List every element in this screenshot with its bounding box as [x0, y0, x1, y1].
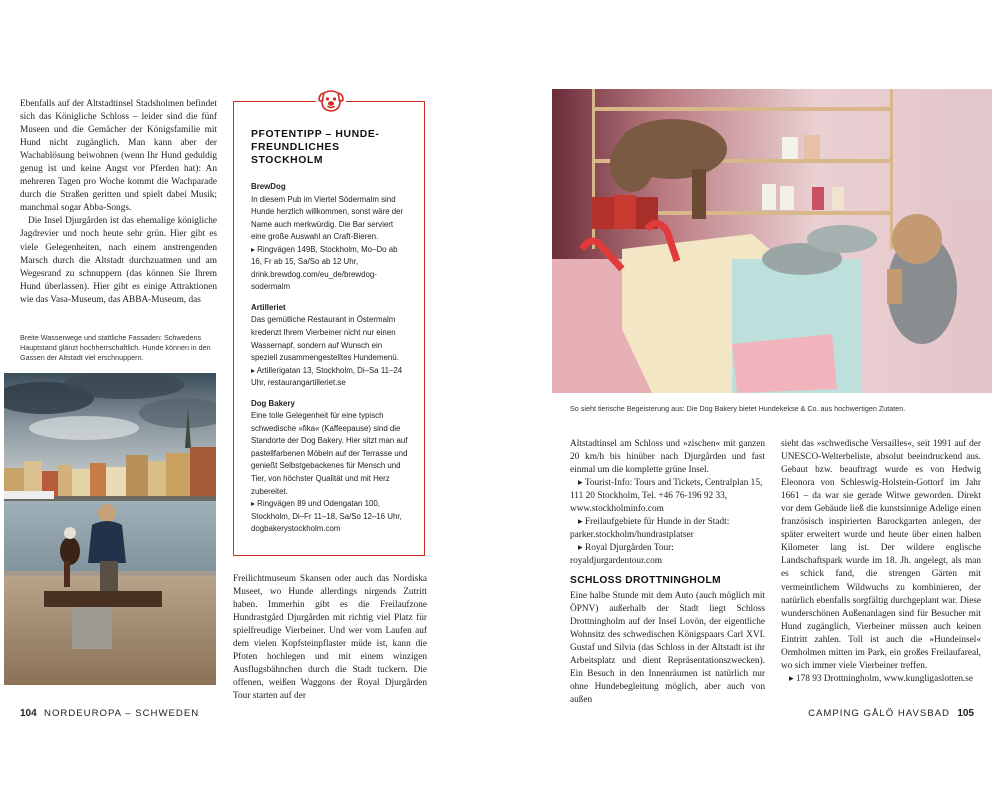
- tip-entry-dog-bakery: [251, 398, 409, 536]
- tipbox-title: PFOTENTIPP – HUNDE-FREUNDLICHES STOCKHOLM: [251, 129, 380, 166]
- right-column-2-text: [781, 438, 981, 686]
- stockholm-waterfront-photo: [4, 373, 216, 685]
- tip-entry-info: ▸ Artillerigatan 13, Stockholm, Di–Sa 11–24 Uhr, restaurangartilleriet.se: [251, 365, 403, 388]
- paragraph: sieht das »schwedische Versailles«, seit 1991 auf der UNESCO-Welterbeliste, absolut beeindruckend aus. Gebaut bzw. beauftragt wurde es von Hedwig Eleonora von Schleswig-Holstein-Gottorf im Jahr 1661 – da war sie gerade Witwe geworden. Direkt vor dem Gebäude ließ die kunstsinnige Adelige einen französisch inspirierten Barockgarten anlegen, der später erweitert wurde und heute über einen halben Kilometer lang ist. Der wildere englische Landschaftspark wurde im 18. Jh. angelegt, als man es schick fand, die strengen Gärten mit vermeintlichem Wildwuchs zu kombinieren, der natürlich ebenfalls sorgfältig durchgeplant war. Diese wunderschönen Außenanlagen sind für Besucher mit Hund zugänglich, Vierbeiner müssen auch keinen Eintritt zahlen. Toll ist auch die »Hundeinsel« Ormholmen mitten im Park, ein großes Freilaufareal, wo sich immer viele Vierbeiner treffen.: [781, 439, 981, 671]
- footer-left: [20, 708, 199, 719]
- page-number: 104: [20, 708, 37, 719]
- paragraph: Ebenfalls auf der Altstadtinsel Stadsholmen befindet sich das Königliche Schloss – leider sind die fünf Museen und die Gemächer der Königsfamilie mit Hund nicht zugänglich. Man kann aber der Wachablösung beiwohnen (wenn Ihr Hund geduldig genug ist und keine Angst vor Pferden hat): An mehreren Tagen pro Woche kommt die Wachparade durch die Straßen geritten und spielt dabei Musik; manchmal sogar Abba-Songs.: [20, 99, 217, 214]
- tip-entry-name: Dog Bakery: [251, 398, 295, 408]
- left-column-1-text: [20, 98, 217, 307]
- footer-section-label: CAMPING GÅLÖ HAVSBAD: [808, 708, 950, 719]
- info-line: ▸ Freilaufgebiete für Hunde in der Stadt: parker.stockholm/hundrastplatser: [570, 517, 730, 541]
- pfotentipp-box: [233, 101, 425, 556]
- page-number: 105: [957, 708, 974, 719]
- photo-caption-dog-bakery: So sieht tierische Begeisterung aus: Die Dog Bakery bietet Hundekekse & Co. aus hochwertigen Zutaten.: [570, 404, 906, 413]
- footer-right: [808, 708, 974, 719]
- dog-face-icon: [316, 85, 346, 115]
- left-column-2-text: [233, 573, 427, 703]
- tip-entry-name: BrewDog: [251, 182, 286, 191]
- tip-entry-description: Eine tolle Gelegenheit für eine typisch schwedische »fika« (Kaffeepause) sind die Standorte der Dog Bakery. Hier sitzt man auf pastellfarbenen Möbeln auf der Terrasse und genießt Selbstgebackenes für Mensch und Tier, von höchster Qualität und mit Herz zubereitet.: [251, 411, 408, 496]
- paragraph: Eine halbe Stunde mit dem Auto (auch möglich mit ÖPNV) außerhalb der Stadt liegt Schloss Drottningholm auf der Insel Lovön, der eigentliche Wohnsitz des schwedischen Königspaars Carl XVI. Gustaf und Silvia (das Schloss in der Altstadt ist ihr Arbeitsplatz und dient Repräsentationszwecken). Ein Besuch in den Innenräumen ist natürlich nur ohne Hundebegleitung möglich, aber auch von außen: [570, 590, 765, 705]
- section-heading: SCHLOSS DROTTNINGHOLM: [570, 575, 722, 587]
- info-line: ▸ Tourist-Info: Tours and Tickets, Centralplan 15, 111 20 Stockholm, Tel. +46 76-196 92 33, www.stockholminfo.com: [570, 478, 763, 515]
- footer-section-label: NORDEUROPA – SCHWEDEN: [44, 708, 200, 719]
- paragraph: Altstadtinsel am Schloss und »zischen« mit ganzen 20 km/h bis hinüber nach Djurgården und fast einmal um die komplette grüne Insel.: [570, 439, 765, 476]
- paragraph: Die Insel Djurgården ist das ehemalige königliche Jagdrevier und noch heute sehr grün. Hier gibt es viele Gelegenheiten, nach einem anstrengenden Marsch durch die Altstadt durchzuatmen und am Wegesrand zu schnuppern (das können Sie Ihrem Hund überlassen). Hier gibt es einige Attraktionen wie das Vasa-Museum, das ABBA-Museum, das: [20, 216, 217, 305]
- tip-entry-name: Artilleriet: [251, 302, 286, 312]
- tip-entry-artilleriet: [251, 302, 409, 390]
- tip-entry-info: ▸ Ringvägen 89 und Odengatan 100, Stockholm, Di–Fr 11–18, Sa/So 12–16 Uhr, dogbakerystockholm.com: [251, 499, 402, 534]
- info-line: ▸ 178 93 Drottningholm, www.kungligaslotten.se: [789, 673, 974, 684]
- info-line: ▸ Royal Djurgården Tour: royaldjurgardentour.com: [570, 543, 674, 567]
- tip-entry-brewdog: [251, 181, 409, 294]
- tip-entry-info: ▸ Ringvägen 149B, Stockholm, Mo–Do ab 16, Fr ab 15, Sa/So ab 12 Uhr, drink.brewdog.com/eu_de/brewdog-sodermalm: [251, 244, 398, 292]
- paragraph: Freilichtmuseum Skansen oder auch das Nordiska Museet, wo Hunde allerdings nirgends Zutritt haben. Immerhin gibt es die Freilaufzone Hundrastgård Djurgården mit richtig viel Platz für spielfreudige Vierbeiner. Und wer vom Laufen auf dem vielen Kopfsteinpflaster müde ist, kann die Pfoten hochlegen und mit einem winzigen Ausflugsbähnchen durch die Stadt tuckern. Die offenen, weißen Waggons der Royal Djurgården Tour starten auf der: [233, 574, 427, 702]
- dog-bakery-photo: [552, 89, 992, 393]
- tip-entry-description: In diesem Pub im Viertel Södermalm sind Hunde herzlich willkommen, sonst wäre der Name auch merkwürdig. Die Bar serviert eine große Auswahl an Craft-Bieren.: [251, 194, 404, 242]
- tip-entry-description: Das gemütliche Restaurant in Östermalm kredenzt Ihrem Vierbeiner nicht nur einen Wassernapf, sondern auf Wunsch ein speziell zusammengestelltes Hundemenü.: [251, 315, 399, 363]
- right-column-1-text: [570, 438, 765, 707]
- photo-caption-stockholm: Breite Wasserwege und stattliche Fassaden: Schwedens Hauptstand glänzt hochherrschaftlich. Hunde können in den Gassen der Altstadt viel erschnuppern.: [20, 333, 211, 362]
